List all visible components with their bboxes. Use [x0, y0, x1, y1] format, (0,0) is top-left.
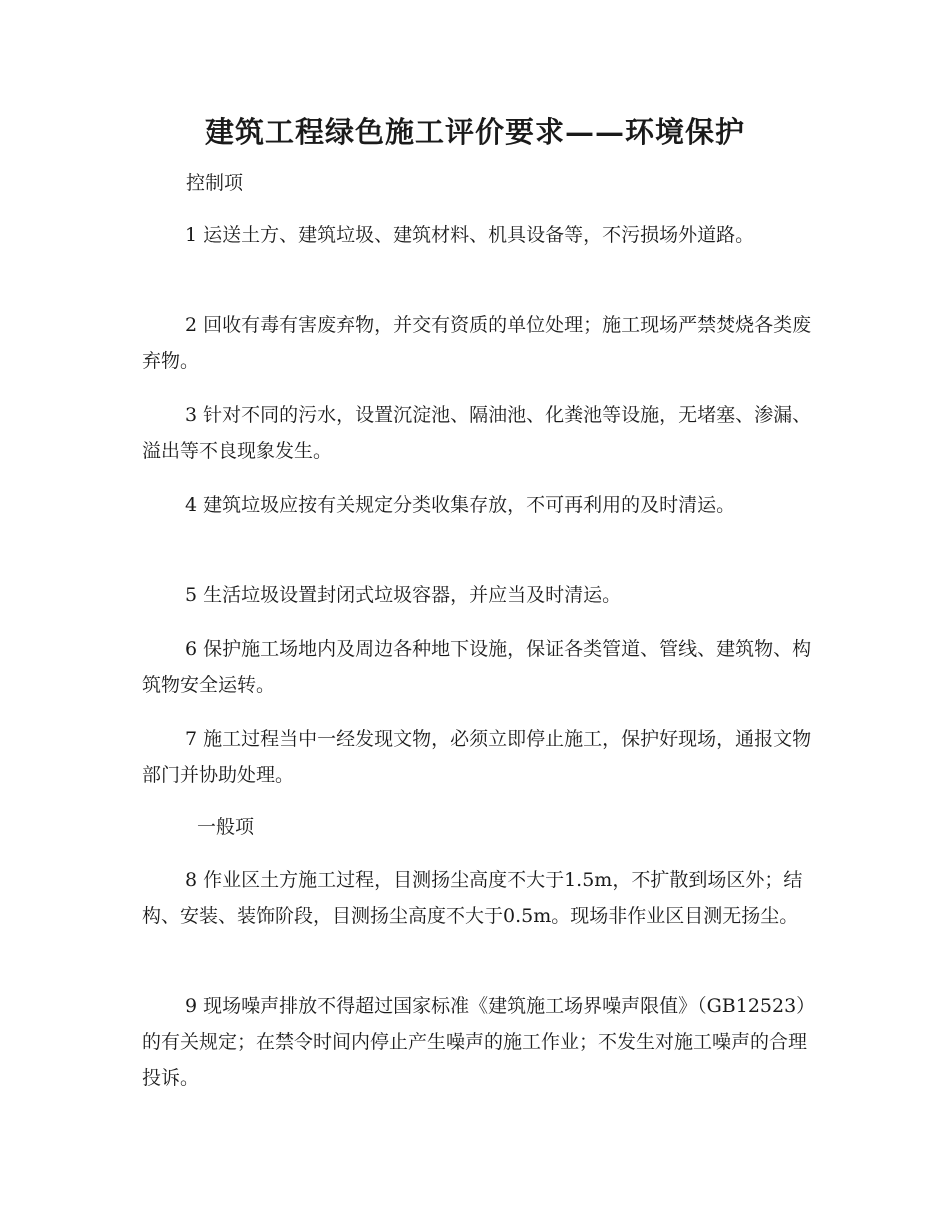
list-item: [142, 577, 822, 613]
section-heading-general: 一般项: [197, 816, 255, 838]
item-text: 现场噪声排放不得超过国家标准《建筑施工场界噪声限值》（GB12523）的有关规定；在禁令时间内停止产生噪声的施工作业；不发生对施工噪声的合理投诉。: [142, 995, 816, 1089]
item-text: 建筑垃圾应按有关规定分类收集存放，不可再利用的及时清运。: [203, 494, 736, 516]
item-number: 2: [185, 314, 198, 336]
item-number: 4: [185, 494, 198, 516]
list-item: [142, 631, 822, 703]
item-number: 7: [185, 728, 198, 750]
item-text: 针对不同的污水，设置沉淀池、隔油池、化粪池等设施，无堵塞、渗漏、溢出等不良现象发生。: [142, 404, 812, 462]
item-text: 施工过程当中一经发现文物，必须立即停止施工，保护好现场，通报文物部门并协助处理。: [142, 728, 812, 786]
list-item: [142, 397, 822, 469]
list-item: [142, 721, 822, 793]
list-item: [142, 862, 822, 934]
item-number: 5: [185, 584, 198, 606]
item-text: 运送土方、建筑垃圾、建筑材料、机具设备等，不污损场外道路。: [203, 224, 755, 246]
list-item: [142, 217, 822, 253]
item-number: 3: [185, 404, 198, 426]
item-number: 9: [185, 995, 198, 1017]
item-text: 保护施工场地内及周边各种地下设施，保证各类管道、管线、建筑物、构筑物安全运转。: [142, 638, 812, 696]
list-item: [142, 307, 822, 379]
section-heading-control: 控制项: [186, 172, 244, 194]
item-number: 1: [185, 224, 198, 246]
document-title: 建筑工程绿色施工评价要求——环境保护: [204, 115, 745, 149]
list-item: [142, 487, 822, 523]
item-text: 回收有毒有害废弃物，并交有资质的单位处理；施工现场严禁焚烧各类废弃物。: [142, 314, 812, 372]
list-item: [142, 988, 822, 1096]
item-number: 6: [185, 638, 198, 660]
item-text: 作业区土方施工过程，目测扬尘高度不大于1.5m，不扩散到场区外；结构、安装、装饰阶段，目测扬尘高度不大于0.5m。现场非作业区目测无扬尘。: [142, 869, 803, 927]
item-text: 生活垃圾设置封闭式垃圾容器，并应当及时清运。: [203, 584, 622, 606]
item-number: 8: [185, 869, 198, 891]
